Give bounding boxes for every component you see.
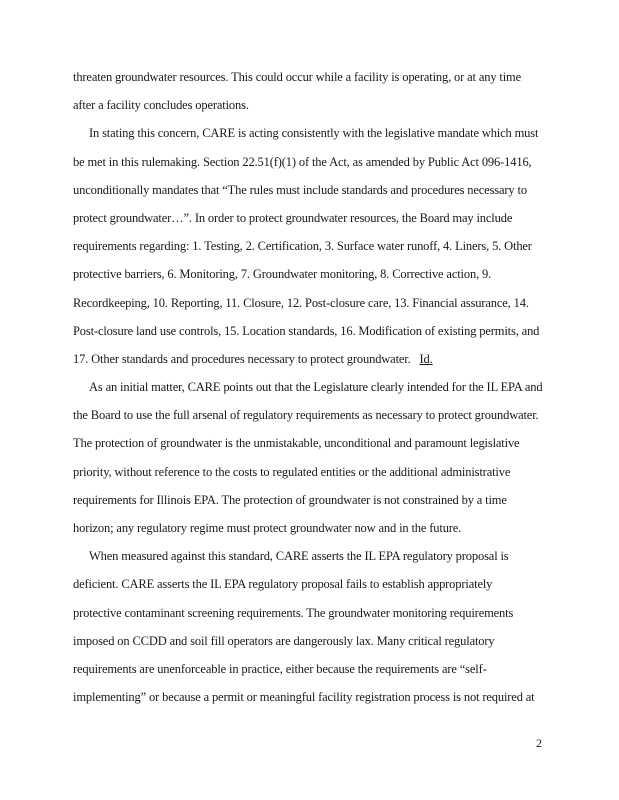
text-line: imposed on CCDD and soil fill operators are dangerously lax. Many critical regulatory	[73, 633, 495, 648]
text-line: Post-closure land use controls, 15. Location standards, 16. Modification of existing permits, and	[73, 323, 540, 338]
text-line: Recordkeeping, 10. Reporting, 11. Closure, 12. Post-closure care, 13. Financial assurance, 14.	[73, 295, 529, 310]
text-line-with-citation	[73, 345, 543, 373]
text-line: be met in this rulemaking. Section 22.51(f)(1) of the Act, as amended by Public Act 096-1416,	[73, 154, 532, 169]
text-line: requirements regarding: 1. Testing, 2. Certification, 3. Surface water runoff, 4. Liners, 5. Other	[73, 239, 532, 254]
text-line: threaten groundwater resources. This could occur while a facility is operating, or at any time	[73, 70, 522, 84]
text-line: unconditionally mandates that “The rules must include standards and procedures necessary to	[73, 182, 527, 197]
page-number: 2	[536, 736, 542, 750]
text-line: protective contaminant screening requirements. The groundwater monitoring requirements	[73, 605, 514, 620]
text-line: protective barriers, 6. Monitoring, 7. Groundwater monitoring, 8. Corrective action, 9.	[73, 267, 492, 282]
text-line: requirements for Illinois EPA. The protection of groundwater is not constrained by a time	[73, 492, 507, 507]
text-line: the Board to use the full arsenal of regulatory requirements as necessary to protect groundwater.	[73, 408, 539, 423]
text-line: after a facility concludes operations.	[73, 98, 249, 113]
document-body	[73, 63, 543, 711]
text-line: implementing” or because a permit or meaningful facility registration process is not required at	[73, 690, 535, 705]
citation: Id.	[419, 351, 433, 366]
text-line: As an initial matter, CARE points out that the Legislature clearly intended for the IL EPA and	[89, 380, 543, 395]
text-fragment: 17. Other standards and procedures necessary to protect groundwater.	[73, 351, 411, 366]
text-line: requirements are unenforceable in practice, either because the requirements are “self-	[73, 661, 487, 676]
text-line: The protection of groundwater is the unmistakable, unconditional and paramount legislative	[73, 436, 520, 451]
text-line: priority, without reference to the costs to regulated entities or the additional administrative	[73, 464, 511, 479]
text-line: protect groundwater…”. In order to protect groundwater resources, the Board may include	[73, 210, 513, 225]
text-line: deficient. CARE asserts the IL EPA regulatory proposal fails to establish appropriately	[73, 577, 493, 592]
text-line: horizon; any regulatory regime must protect groundwater now and in the future.	[73, 521, 462, 535]
text-line: In stating this concern, CARE is acting consistently with the legislative mandate which must	[89, 126, 539, 141]
text-line: When measured against this standard, CARE asserts the IL EPA regulatory proposal is	[89, 549, 509, 564]
